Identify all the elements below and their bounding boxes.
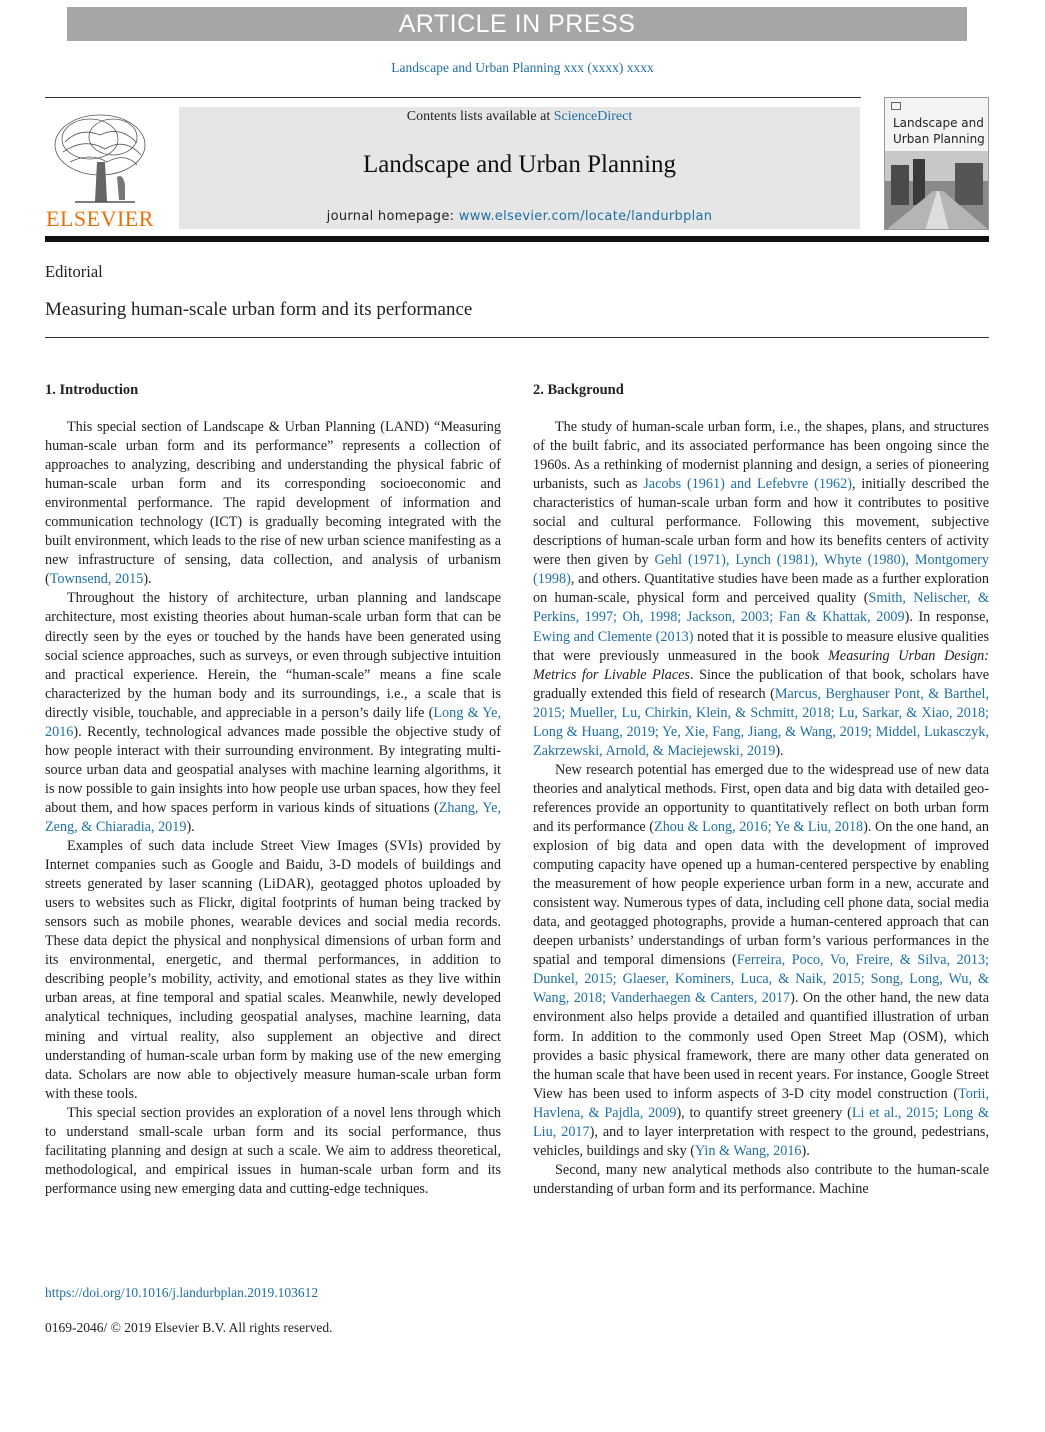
paragraph-text: This special section of Landscape & Urban Planning (LAND) “Measuring human-scale urban form and its performance” represents a collection of approaches to analyzing, describing and understanding the physical fabric of human-scale urban form and its corresponding socioeconomic and environmental performance. The rapid development of information and communication technology (ICT) is gradually becoming integrated with the built environment, which leads to the rise of new urban science manifesting as a new infrastructure of sensing, data collection, and analysis of urbanism ( [45, 419, 501, 588]
right-column [533, 381, 989, 1199]
cover-title: Landscape and Urban Planning [893, 116, 985, 146]
section-body-background [533, 418, 989, 1199]
masthead-thick-rule [45, 236, 989, 242]
paragraph-text: ). Recently, technological advances made possible the objective study of how people interact with their surrounding environment. By integrating multi-source urban data and geospatial analyses with machine learning algorithms, it is now possible to gain insights into how people use urban spaces, how they feel about them, and how spaces perform in various kinds of situations ( [45, 723, 501, 816]
paragraph-text: ). On the other hand, the new data environment also helps provide a detailed and quantified illustration of urban form. In addition to the commonly used Open Street Map (OSM), which provides a basic physical framework, there are many other data generated on the human scale that have been used in recent years. For instance, Google Street View has been used to inform aspects of 3-D city model construction ( [533, 990, 989, 1102]
journal-cover-thumbnail[interactable] [884, 97, 989, 230]
body-paragraph [45, 589, 501, 837]
paragraph-text: The study of human-scale urban form, i.e., the shapes, plans, and structures of the built fabric, and its associated performance has been ongoing since the 1960s. As a rethinking of modernist planning and design, a series of pioneering urbanists, such as [533, 419, 989, 493]
body-paragraph [45, 418, 501, 589]
citation-link[interactable]: Zhou & Long, 2016; Ye & Liu, 2018 [654, 818, 864, 835]
citation-link[interactable]: Long & Ye, 2016 [45, 704, 501, 740]
citation-link[interactable]: Torii, Havlena, & Pajdla, 2009 [533, 1085, 989, 1121]
paragraph-text: Second, many new analytical methods also contribute to the human-scale understanding of urban form and its performance. Machine [533, 1161, 989, 1197]
citation-link[interactable]: Marcus, Berghauser Pont, & Barthel, 2015; Mueller, Lu, Chirkin, Klein, & Schmitt, 2018; Lu, Sarkar, & Xiao, 2018; Long & Huang, 2019; Ye, Xie, Fang, Jiang, & Wang, 2019; Middel, Lukasczyk, Zakrzewski, Arnold, & Maciejewski, 2019 [533, 685, 990, 759]
citation-link[interactable]: Yin & Wang, 2016 [694, 1142, 802, 1159]
paragraph-text: ). [143, 571, 152, 588]
book-title-text: Measuring Urban Design: Metrics for Livable Places [533, 647, 989, 683]
citation-link[interactable]: Gehl (1971), Lynch (1981), Whyte (1980), Montgomery (1998) [533, 552, 989, 588]
section-body-introduction [45, 418, 501, 1199]
elsevier-wordmark: ELSEVIER [46, 206, 154, 231]
body-paragraph [533, 418, 989, 761]
paragraph-text: , initially described the characteristics of human-scale urban form and how it contributes to positive social and cultural performance. Following this movement, subjective descriptions of human-scale urban form and how its benefits centers of activity were then given by [533, 476, 990, 569]
citation-link[interactable]: Townsend, 2015 [49, 571, 144, 588]
paragraph-text: , and others. Quantitative studies have been made as a further exploration on human-scale, physical form and perceived quality ( [533, 571, 989, 607]
cover-publisher-mark-icon [891, 102, 901, 110]
sciencedirect-link[interactable]: ScienceDirect [553, 109, 633, 124]
paragraph-text: Throughout the history of architecture, urban planning and landscape architecture, most existing theories about human-scale urban form that can be directly seen by the eyes or touched by the hands have been generated using social science approaches, such as surveys, or even through subjective intuition and practical experience. Herein, the “human-scale” means a fine scale characterized by the human body and its surroundings, i.e., a scale that is directly visible, touchable, and appreciable in a person’s daily life ( [45, 590, 501, 721]
section-heading-background: 2. Background [533, 382, 624, 398]
copyright-notice: 0169-2046/ © 2019 Elsevier B.V. All rights reserved. [45, 1320, 333, 1335]
paragraph-text: New research potential has emerged due to the widespread use of new data theories and analytical methods. First, open data and big data with detailed geo-references provide an opportunity to quantitatively reflect on both urban form and its performance ( [533, 761, 989, 835]
paragraph-text: noted that it is possible to measure elusive qualities that were previously unmeasured in the book [533, 628, 990, 664]
body-paragraph [45, 837, 501, 1104]
contents-available-line [179, 109, 860, 125]
article-type: Editorial [45, 262, 103, 281]
paragraph-text: ). [186, 818, 195, 835]
section-heading-introduction: 1. Introduction [45, 382, 139, 398]
paragraph-text: ). In response, [904, 609, 990, 626]
paragraph-text: Examples of such data include Street View Images (SVIs) provided by Internet companies such as Google and Baidu, 3-D models of buildings and streets generated by laser scanning (LiDAR), geotagged photos uploaded by users to websites such as Flickr, digital footprints of human being tracked by sensors such as mobile phones, wearable devices and social media records. These data depict the physical and nonphysical dimensions of urban form and its environmental, energetic, and thermal performances, in addition to describing people’s mobility, activity, and emotional states as they live within urban areas, at fine temporal and spatial scales. Meanwhile, newly developed analytical techniques, including geospatial analyses, machine learning, data mining and virtual reality, also supplement an objective and direct understanding of human-scale urban form by making use of the new emerging data. Scholars are now able to objectively measure human-scale urban form with these tools. [45, 838, 501, 1102]
citation-link[interactable]: Li et al., 2015; Long & Liu, 2017 [533, 1104, 989, 1140]
article-title: Measuring human-scale urban form and its performance [45, 299, 473, 320]
left-column [45, 381, 501, 1199]
citation-link[interactable]: Ferreira, Poco, Vo, Freire, & Silva, 2013; Dunkel, 2015; Glaeser, Kominers, Luca, & Naik, 2015; Song, Long, Wu, & Wang, 2018; Vanderhaegen & Canters, 2017 [533, 952, 989, 1007]
body-paragraph [533, 761, 989, 1161]
paragraph-text: ), to quantify street greenery ( [676, 1104, 852, 1121]
cover-photo [885, 151, 989, 230]
contents-prefix: Contents lists available at [406, 109, 554, 124]
homepage-prefix: journal homepage: [326, 209, 459, 224]
journal-title: Landscape and Urban Planning [362, 151, 677, 178]
journal-homepage-link[interactable]: www.elsevier.com/locate/landurbplan [458, 209, 713, 224]
citation-link[interactable]: Jacobs (1961) and Lefebvre (1962) [643, 476, 852, 493]
paragraph-text: ). [775, 742, 784, 759]
paragraph-text: ). On the one hand, an explosion of big data and open data with the development of improved computing capacity have opened up a human-centered perspective by enabling the measurement of how people experience urban form in a new, accurate and consistent way. Numerous types of data, including cell phone data, social media data, and geotagged photographs, provide a human-centered approach that can deepen urbanists’ understandings of urban form’s various performances in the spatial and temporal dimensions ( [533, 818, 989, 969]
paragraph-text: This special section provides an exploration of a novel lens through which to understand small-scale urban form and its social performance, thus facilitating planning and design at such a scale. We aim to address theoretical, methodological, and empirical issues in human-scale urban form and its performance using new emerging data and cutting-edge techniques. [45, 1104, 501, 1197]
paragraph-text: . Since the publication of that book, scholars have gradually extended this field of research ( [533, 666, 989, 702]
body-paragraph [45, 1104, 501, 1199]
citation-link[interactable]: Zhang, Ye, Zeng, & Chiaradia, 2019 [45, 799, 501, 835]
paragraph-text: ). [801, 1142, 810, 1159]
citation-link[interactable]: Smith, Nelischer, & Perkins, 1997; Oh, 1998; Jackson, 2003; Fan & Khattak, 2009 [533, 590, 989, 626]
body-paragraph [533, 1161, 989, 1199]
article-in-press-banner: ARTICLE IN PRESS [67, 7, 967, 41]
paragraph-text: ), and to layer interpretation with respect to the ground, pedestrians, vehicles, buildings and sky ( [533, 1123, 989, 1159]
doi-link[interactable]: https://doi.org/10.1016/j.landurbplan.2019.103612 [45, 1285, 319, 1300]
journal-reference[interactable]: Landscape and Urban Planning xxx (xxxx) xxxx [391, 60, 654, 75]
title-rule [45, 337, 989, 338]
citation-link[interactable]: Ewing and Clemente (2013) [533, 628, 694, 645]
journal-homepage-line [179, 209, 860, 224]
